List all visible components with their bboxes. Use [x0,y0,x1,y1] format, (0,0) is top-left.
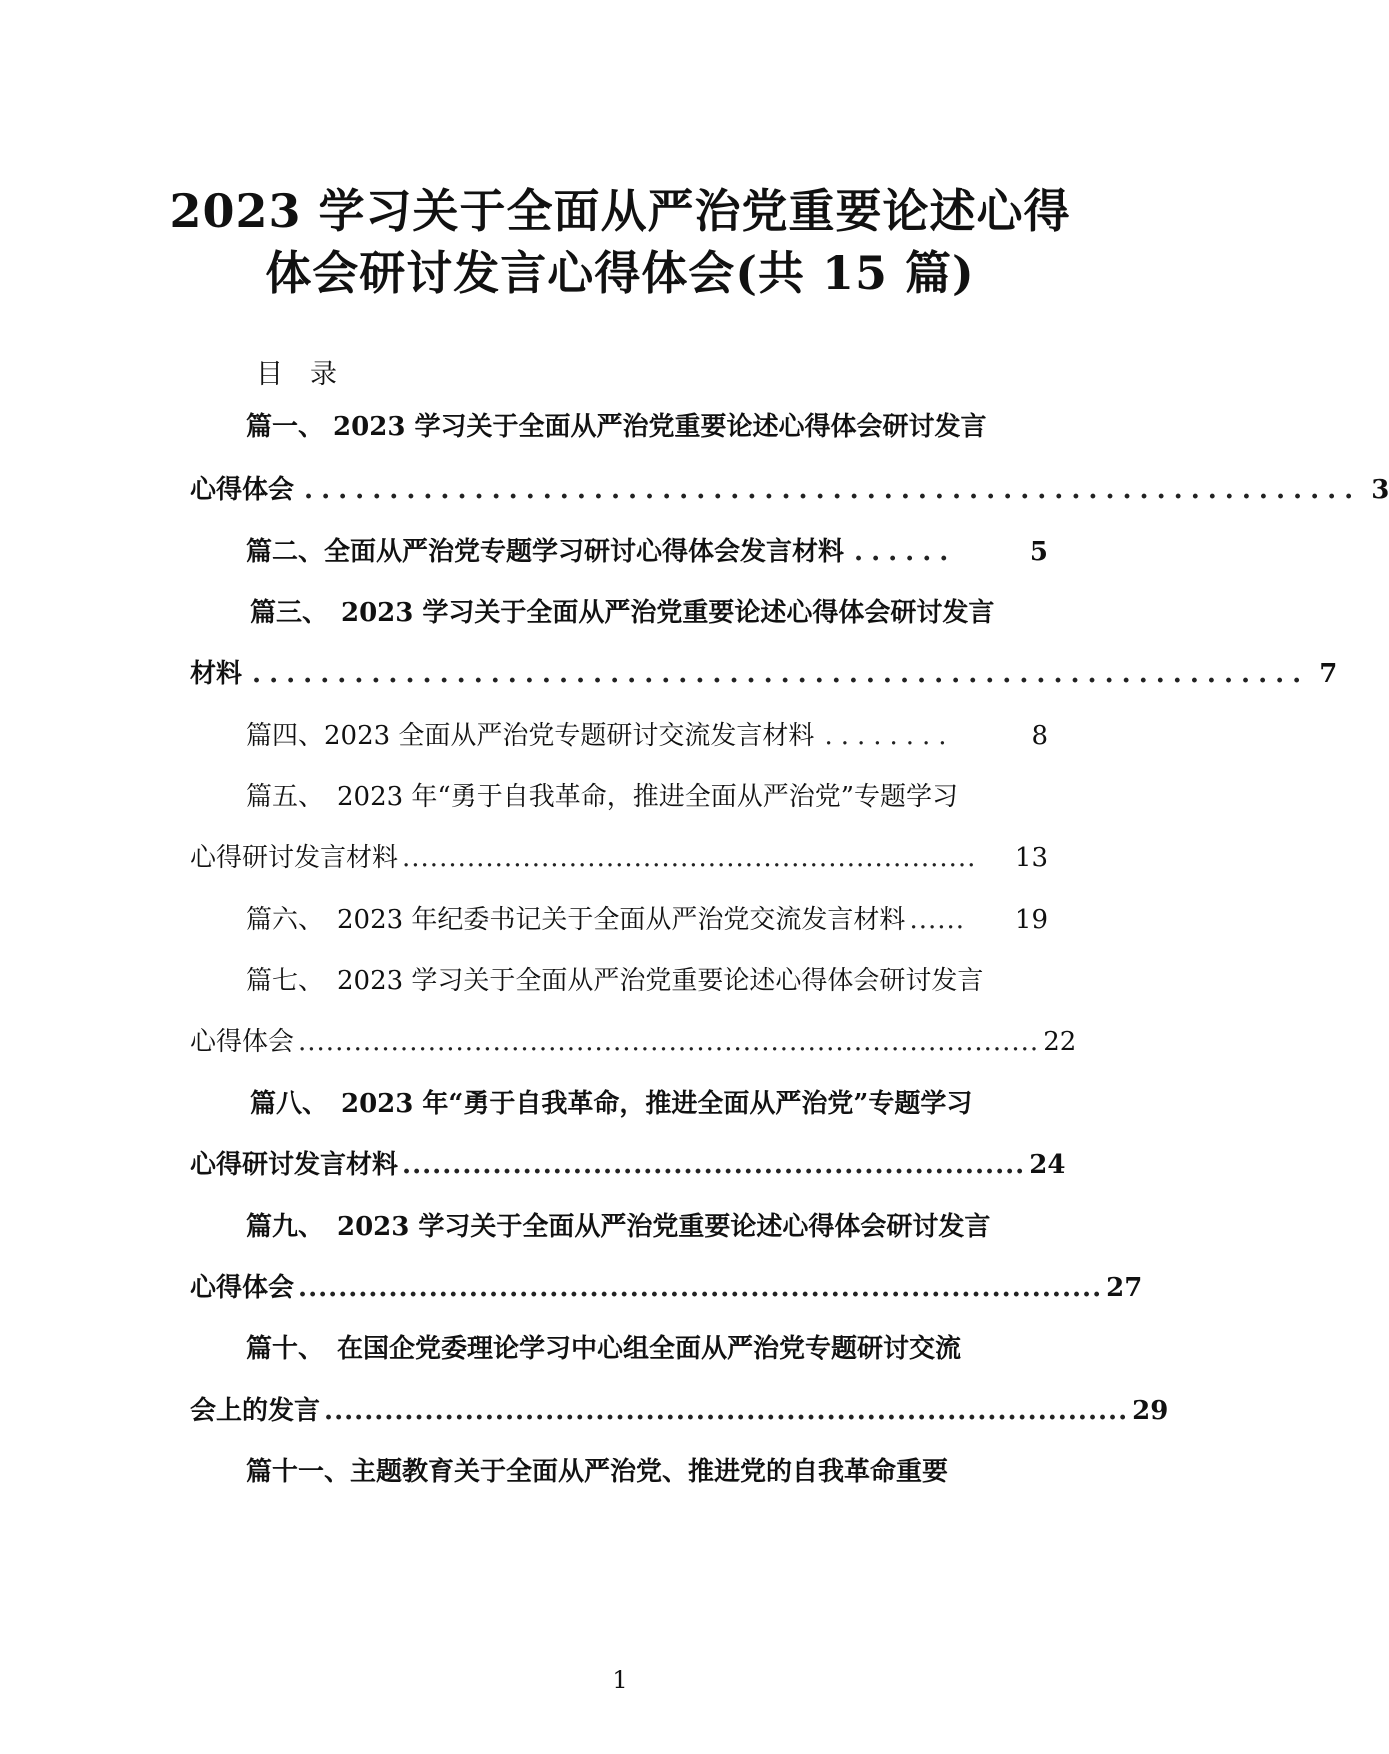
toc-entry-1-line-1[interactable] [246,407,1046,447]
toc-entry-text: 心得研讨发言材料 [190,1150,399,1180]
page-number: 1 [612,1666,628,1694]
toc-entry-text: 篇三、 2023 学习关于全面从严治党重要论述心得体会研讨发言 [250,598,995,628]
toc-entry-text: 篇四、2023 全面从严治党专题研讨交流发言材料 [246,721,815,751]
toc-entry-8-line-2[interactable] [190,1145,1066,1185]
toc-entry-9-line-1[interactable] [246,1207,1058,1247]
toc-entry-6[interactable] [246,900,1048,940]
toc-leader-dots: ................................................................................ [298,1273,1103,1303]
toc-entry-11-line-1[interactable] [246,1452,1058,1492]
toc-entry-text: 篇一、 2023 学习关于全面从严治党重要论述心得体会研讨发言 [246,412,987,442]
toc-entry-1-line-2[interactable] [190,470,1389,510]
toc-entry-text: 篇十一、主题教育关于全面从严治党、推进党的自我革命重要 [246,1457,949,1487]
toc-entry-2[interactable] [246,532,1048,572]
toc-page-number: 5 [1029,537,1048,567]
toc-entry-text: 篇八、 2023 年“勇于自我革命，推进全面从严治党”专题学习 [250,1089,973,1119]
toc-page-number: 19 [1014,905,1048,935]
toc-entry-10-line-2[interactable] [190,1391,1169,1431]
toc-entry-9-line-2[interactable] [190,1268,1143,1308]
toc-page-number: 27 [1106,1273,1143,1303]
toc-entry-text: 篇六、 2023 年纪委书记关于全面从严治党交流发言材料 [246,905,906,935]
toc-leader-dots: ........ [824,721,955,751]
toc-entry-text: 心得体会 [190,1273,295,1303]
toc-page-number: 7 [1319,659,1338,689]
toc-entry-text: 篇九、 2023 学习关于全面从严治党重要论述心得体会研讨发言 [246,1212,991,1242]
toc-entry-7-line-2[interactable] [190,1022,1077,1062]
toc-page-number: 22 [1043,1027,1077,1057]
toc-entry-text: 心得研讨发言材料 [190,843,399,873]
toc-leader-dots: .............................................................. [402,1150,1026,1180]
toc-page-number: 24 [1029,1150,1066,1180]
toc-entry-text: 篇二、全面从严治党专题学习研讨心得体会发言材料 [246,537,845,567]
toc-entry-3-line-2[interactable] [190,654,1338,694]
toc-entry-text: 篇十、 在国企党委理论学习中心组全面从严治党专题研讨交流 [246,1334,962,1364]
toc-page-number: 13 [1014,843,1048,873]
toc-leader-dots: ................................................................................ [324,1396,1129,1426]
title-line-1: 2023 学习关于全面从严治党重要论述心得 [169,184,1071,238]
toc-entry-8-line-1[interactable] [250,1084,1060,1124]
toc-leader-dots: ................................................................................ [298,1027,1040,1057]
title-line-2: 体会研讨发言心得体会(共 15 篇) [265,246,975,300]
toc-heading: 目 录 [256,359,337,390]
toc-leader-dots: ...... [854,537,957,567]
toc-entry-text: 篇五、 2023 年“勇于自我革命，推进全面从严治党”专题学习 [246,782,959,812]
toc-entry-5-line-1[interactable] [246,777,1058,817]
toc-entry-3-line-1[interactable] [250,593,1060,633]
toc-entry-text: 篇七、 2023 学习关于全面从严治党重要论述心得体会研讨发言 [246,966,984,996]
toc-entry-10-line-1[interactable] [246,1329,1058,1369]
toc-page-number: 3 [1371,475,1389,505]
toc-leader-dots: .............................................................. [402,843,977,873]
toc-page-number: 8 [1031,721,1048,751]
toc-entry-text: 心得体会 [190,1027,295,1057]
toc-entry-text: 会上的发言 [190,1396,321,1426]
toc-page-number: 29 [1132,1396,1169,1426]
toc-leader-dots: .............................................................. [252,659,1310,689]
toc-entry-7-line-1[interactable] [246,961,1058,1001]
toc-entry-text: 心得体会 [190,475,295,505]
document-title [150,180,1090,304]
toc-entry-4[interactable] [246,716,1048,756]
toc-entry-text: 材料 [190,659,243,689]
toc-leader-dots: ...... [909,905,966,935]
toc-leader-dots: .............................................................. [304,475,1362,505]
toc-entry-5-line-2[interactable] [190,838,1048,878]
